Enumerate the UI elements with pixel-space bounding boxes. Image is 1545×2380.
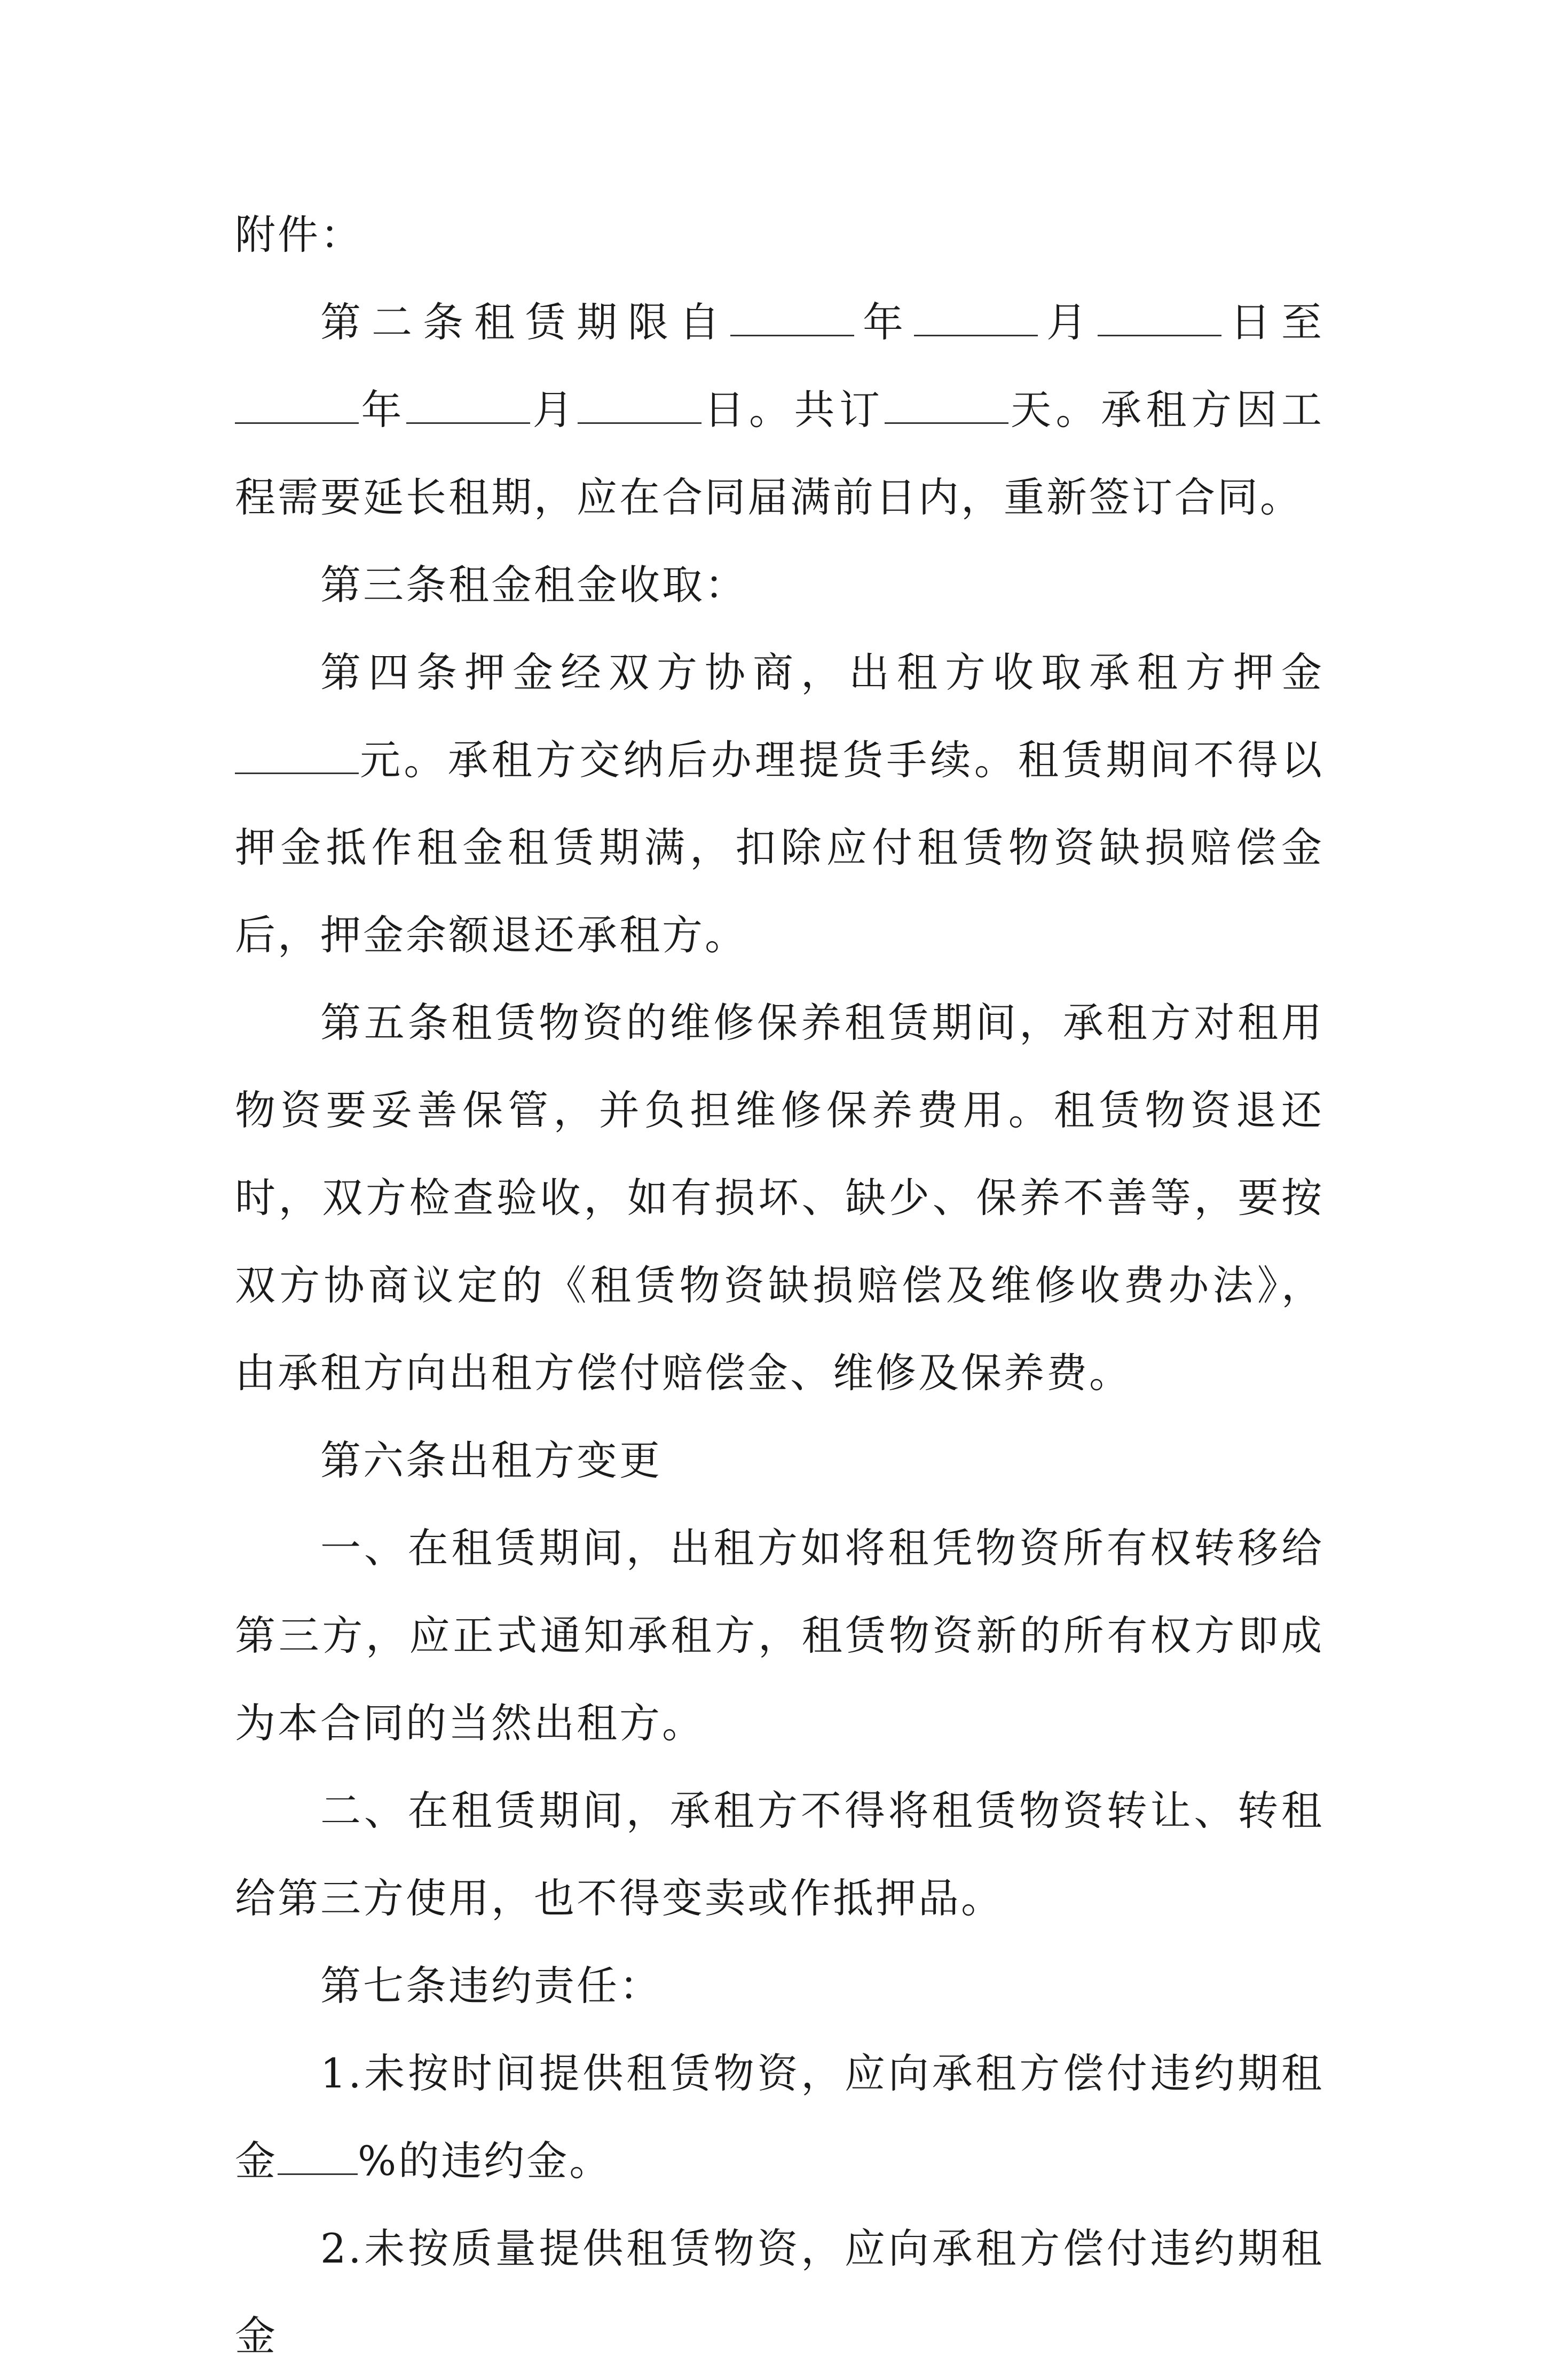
blank-end-year-prefix [235,389,359,424]
attachment-heading: 附件： [235,211,363,258]
article-7-item-2: 2.未按质量提供租赁物资，应向承租方偿付违约期租金 [235,2225,1324,2360]
article-7-title: 第七条违约责任： [320,1962,662,2009]
article-3-rent: 第三条租金租金收取： [320,561,747,609]
document-body [235,191,1324,2380]
article-6-title: 第六条出租方变更 [320,1437,662,1484]
article-4-deposit: 第四条押金经双方协商，出租方收取承租方押金元。承租方交纳后办理提货手续。租赁期间不得以押金抵作租金租赁期满，扣除应付租赁物资缺损赔偿金后，押金余额退还承租方。 [235,649,1324,959]
blank-end-month [406,389,530,424]
blank-end-day [578,389,701,424]
article-2-lease-term: 第二条租赁期限自 年 月 日至年 月 日。共订 天。承租方因工程需要延长租期，应在合同届满前日内，重新签订合同。 [235,298,1324,521]
blank-start-month [914,302,1038,336]
blank-penalty-percent [278,2140,358,2175]
article-5-maintenance: 第五条租赁物资的维修保养租赁期间，承租方对租用物资要妥善保管，并负担维修保养费用。租赁物资退还时，双方检查验收，如有损坏、缺少、保养不善等，要按双方协商议定的《租赁物资缺损赔偿及维修收费办法》，由承租方向出租方偿付赔偿金、维修及保养费。 [235,999,1324,1397]
blank-start-year [730,302,854,336]
blank-total-days [885,389,1008,424]
article-6-item-2: 二、在租赁期间，承租方不得将租赁物资转让、转租给第三方使用，也不得变卖或作抵押品。 [235,1787,1324,1922]
article-6-item-1: 一、在租赁期间，出租方如将租凭物资所有权转移给第三方，应正式通知承租方，租赁物资新的所有权方即成为本合同的当然出租方。 [235,1524,1324,1747]
article-7-item-1: 1.未按时间提供租赁物资，应向承租方偿付违约期租金 %的违约金。 [235,2050,1324,2185]
blank-start-day [1098,302,1221,336]
blank-deposit-amount [235,739,359,774]
